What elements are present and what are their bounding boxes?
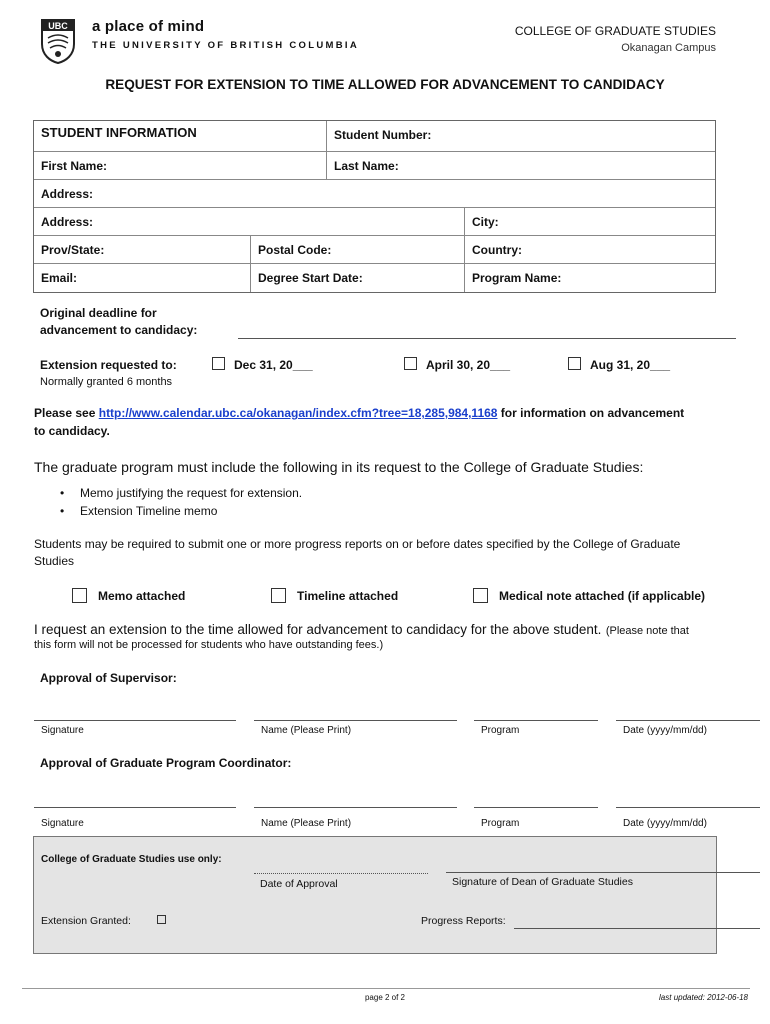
requirements-intro: The graduate program must include the following in its request to the College of Graduate Studies: bbox=[34, 459, 644, 475]
aug31-label: Aug 31, 20___ bbox=[590, 358, 671, 372]
deadline-label-line2: advancement to candidacy: bbox=[40, 323, 198, 337]
supervisor-name-line[interactable] bbox=[254, 720, 457, 721]
student-number-field[interactable]: Student Number: bbox=[326, 121, 715, 151]
email-field[interactable]: Email: bbox=[41, 271, 78, 285]
deadline-input-line[interactable] bbox=[238, 338, 736, 339]
approval-date-label: Date of Approval bbox=[260, 878, 338, 890]
svg-text:UBC: UBC bbox=[48, 21, 68, 31]
address-field-2[interactable]: Address: bbox=[41, 215, 94, 229]
coordinator-name-label: Name (Please Print) bbox=[261, 818, 352, 829]
request-note-1: (Please note that bbox=[605, 625, 689, 637]
ubc-logo bbox=[40, 18, 76, 64]
coordinator-program-line[interactable] bbox=[474, 807, 598, 808]
bullet-1: • bbox=[60, 486, 65, 500]
calendar-link[interactable]: http://www.calendar.ubc.ca/okanagan/index.cfm?tree=18,285,984,1168 bbox=[98, 406, 498, 420]
aug31-checkbox[interactable] bbox=[568, 357, 581, 370]
tagline: a place of mind bbox=[92, 18, 205, 35]
bullet-1-text: Memo justifying the request for extension. bbox=[80, 486, 303, 500]
footer-divider bbox=[22, 988, 750, 989]
supervisor-program-line[interactable] bbox=[474, 720, 598, 721]
city-field[interactable]: City: bbox=[464, 208, 715, 235]
dec31-label: Dec 31, 20___ bbox=[234, 358, 313, 372]
info-prefix: Please see bbox=[34, 406, 99, 420]
timeline-checkbox[interactable] bbox=[271, 588, 286, 603]
coordinator-program-label: Program bbox=[481, 818, 520, 829]
dec31-checkbox[interactable] bbox=[212, 357, 225, 370]
supervisor-signature-label: Signature bbox=[41, 725, 84, 736]
coordinator-date-label: Date (yyyy/mm/dd) bbox=[623, 818, 707, 829]
progress-reports-label: Progress Reports: bbox=[421, 915, 506, 927]
supervisor-program-label: Program bbox=[481, 725, 520, 736]
progress-reports-line[interactable] bbox=[514, 928, 760, 929]
request-line1 bbox=[34, 621, 689, 639]
university-name: THE UNIVERSITY OF BRITISH COLUMBIA bbox=[92, 40, 359, 51]
prov-state-field[interactable]: Prov/State: bbox=[41, 243, 105, 257]
dean-signature-line[interactable] bbox=[446, 872, 760, 873]
medical-checkbox[interactable] bbox=[473, 588, 488, 603]
extension-granted-label: Extension Granted: bbox=[41, 915, 131, 927]
degree-start-field[interactable]: Degree Start Date: bbox=[250, 264, 464, 292]
office-use-heading: College of Graduate Studies use only: bbox=[41, 854, 222, 865]
april30-checkbox[interactable] bbox=[404, 357, 417, 370]
approval-date-line[interactable] bbox=[254, 873, 428, 874]
supervisor-heading: Approval of Supervisor: bbox=[40, 671, 177, 685]
supervisor-date-line[interactable] bbox=[616, 720, 760, 721]
coordinator-date-line[interactable] bbox=[616, 807, 760, 808]
supervisor-date-label: Date (yyyy/mm/dd) bbox=[623, 725, 707, 736]
country-field[interactable]: Country: bbox=[464, 236, 715, 263]
info-paragraph bbox=[34, 406, 684, 420]
coordinator-signature-line[interactable] bbox=[34, 807, 236, 808]
timeline-label: Timeline attached bbox=[297, 589, 399, 603]
progress-note-line1: Students may be required to submit one or more progress reports on or before dates specified by the College of Graduate bbox=[34, 537, 681, 551]
extension-granted-checkbox[interactable] bbox=[157, 915, 166, 924]
memo-checkbox[interactable] bbox=[72, 588, 87, 603]
supervisor-signature-line[interactable] bbox=[34, 720, 236, 721]
program-name-field[interactable]: Program Name: bbox=[464, 264, 715, 292]
bullet-2-text: Extension Timeline memo bbox=[80, 504, 218, 518]
postal-code-field[interactable]: Postal Code: bbox=[250, 236, 464, 263]
coordinator-name-line[interactable] bbox=[254, 807, 457, 808]
form-title: REQUEST FOR EXTENSION TO TIME ALLOWED FOR ADVANCEMENT TO CANDIDACY bbox=[105, 77, 665, 92]
memo-label: Memo attached bbox=[98, 589, 186, 603]
last-name-field[interactable]: Last Name: bbox=[326, 152, 715, 179]
request-note-2: this form will not be processed for students who have outstanding fees.) bbox=[34, 639, 384, 651]
info-line2: to candidacy. bbox=[34, 424, 110, 438]
address-field-1[interactable]: Address: bbox=[41, 187, 94, 201]
first-name-field[interactable]: First Name: bbox=[41, 159, 108, 173]
medical-label: Medical note attached (if applicable) bbox=[499, 589, 706, 603]
info-suffix: for information on advancement bbox=[497, 406, 685, 420]
extension-note: Normally granted 6 months bbox=[40, 376, 173, 388]
student-info-table bbox=[33, 120, 716, 293]
dean-signature-label: Signature of Dean of Graduate Studies bbox=[452, 876, 633, 888]
extension-label: Extension requested to: bbox=[40, 358, 177, 372]
college-name: COLLEGE OF GRADUATE STUDIES bbox=[514, 24, 716, 38]
supervisor-name-label: Name (Please Print) bbox=[261, 725, 352, 736]
coordinator-signature-label: Signature bbox=[41, 818, 84, 829]
page-number: page 2 of 2 bbox=[364, 993, 406, 1002]
student-info-heading: STUDENT INFORMATION bbox=[41, 125, 197, 140]
request-main: I request an extension to the time allowed for advancement to candidacy for the above student. bbox=[34, 622, 602, 637]
last-updated: last updated: 2012-06-18 bbox=[659, 993, 748, 1002]
progress-note-line2: Studies bbox=[34, 554, 75, 568]
deadline-label-line1: Original deadline for bbox=[40, 306, 157, 320]
bullet-2: • bbox=[60, 504, 65, 518]
coordinator-heading: Approval of Graduate Program Coordinator: bbox=[40, 756, 292, 770]
campus-name: Okanagan Campus bbox=[621, 42, 716, 54]
april30-label: April 30, 20___ bbox=[426, 358, 511, 372]
